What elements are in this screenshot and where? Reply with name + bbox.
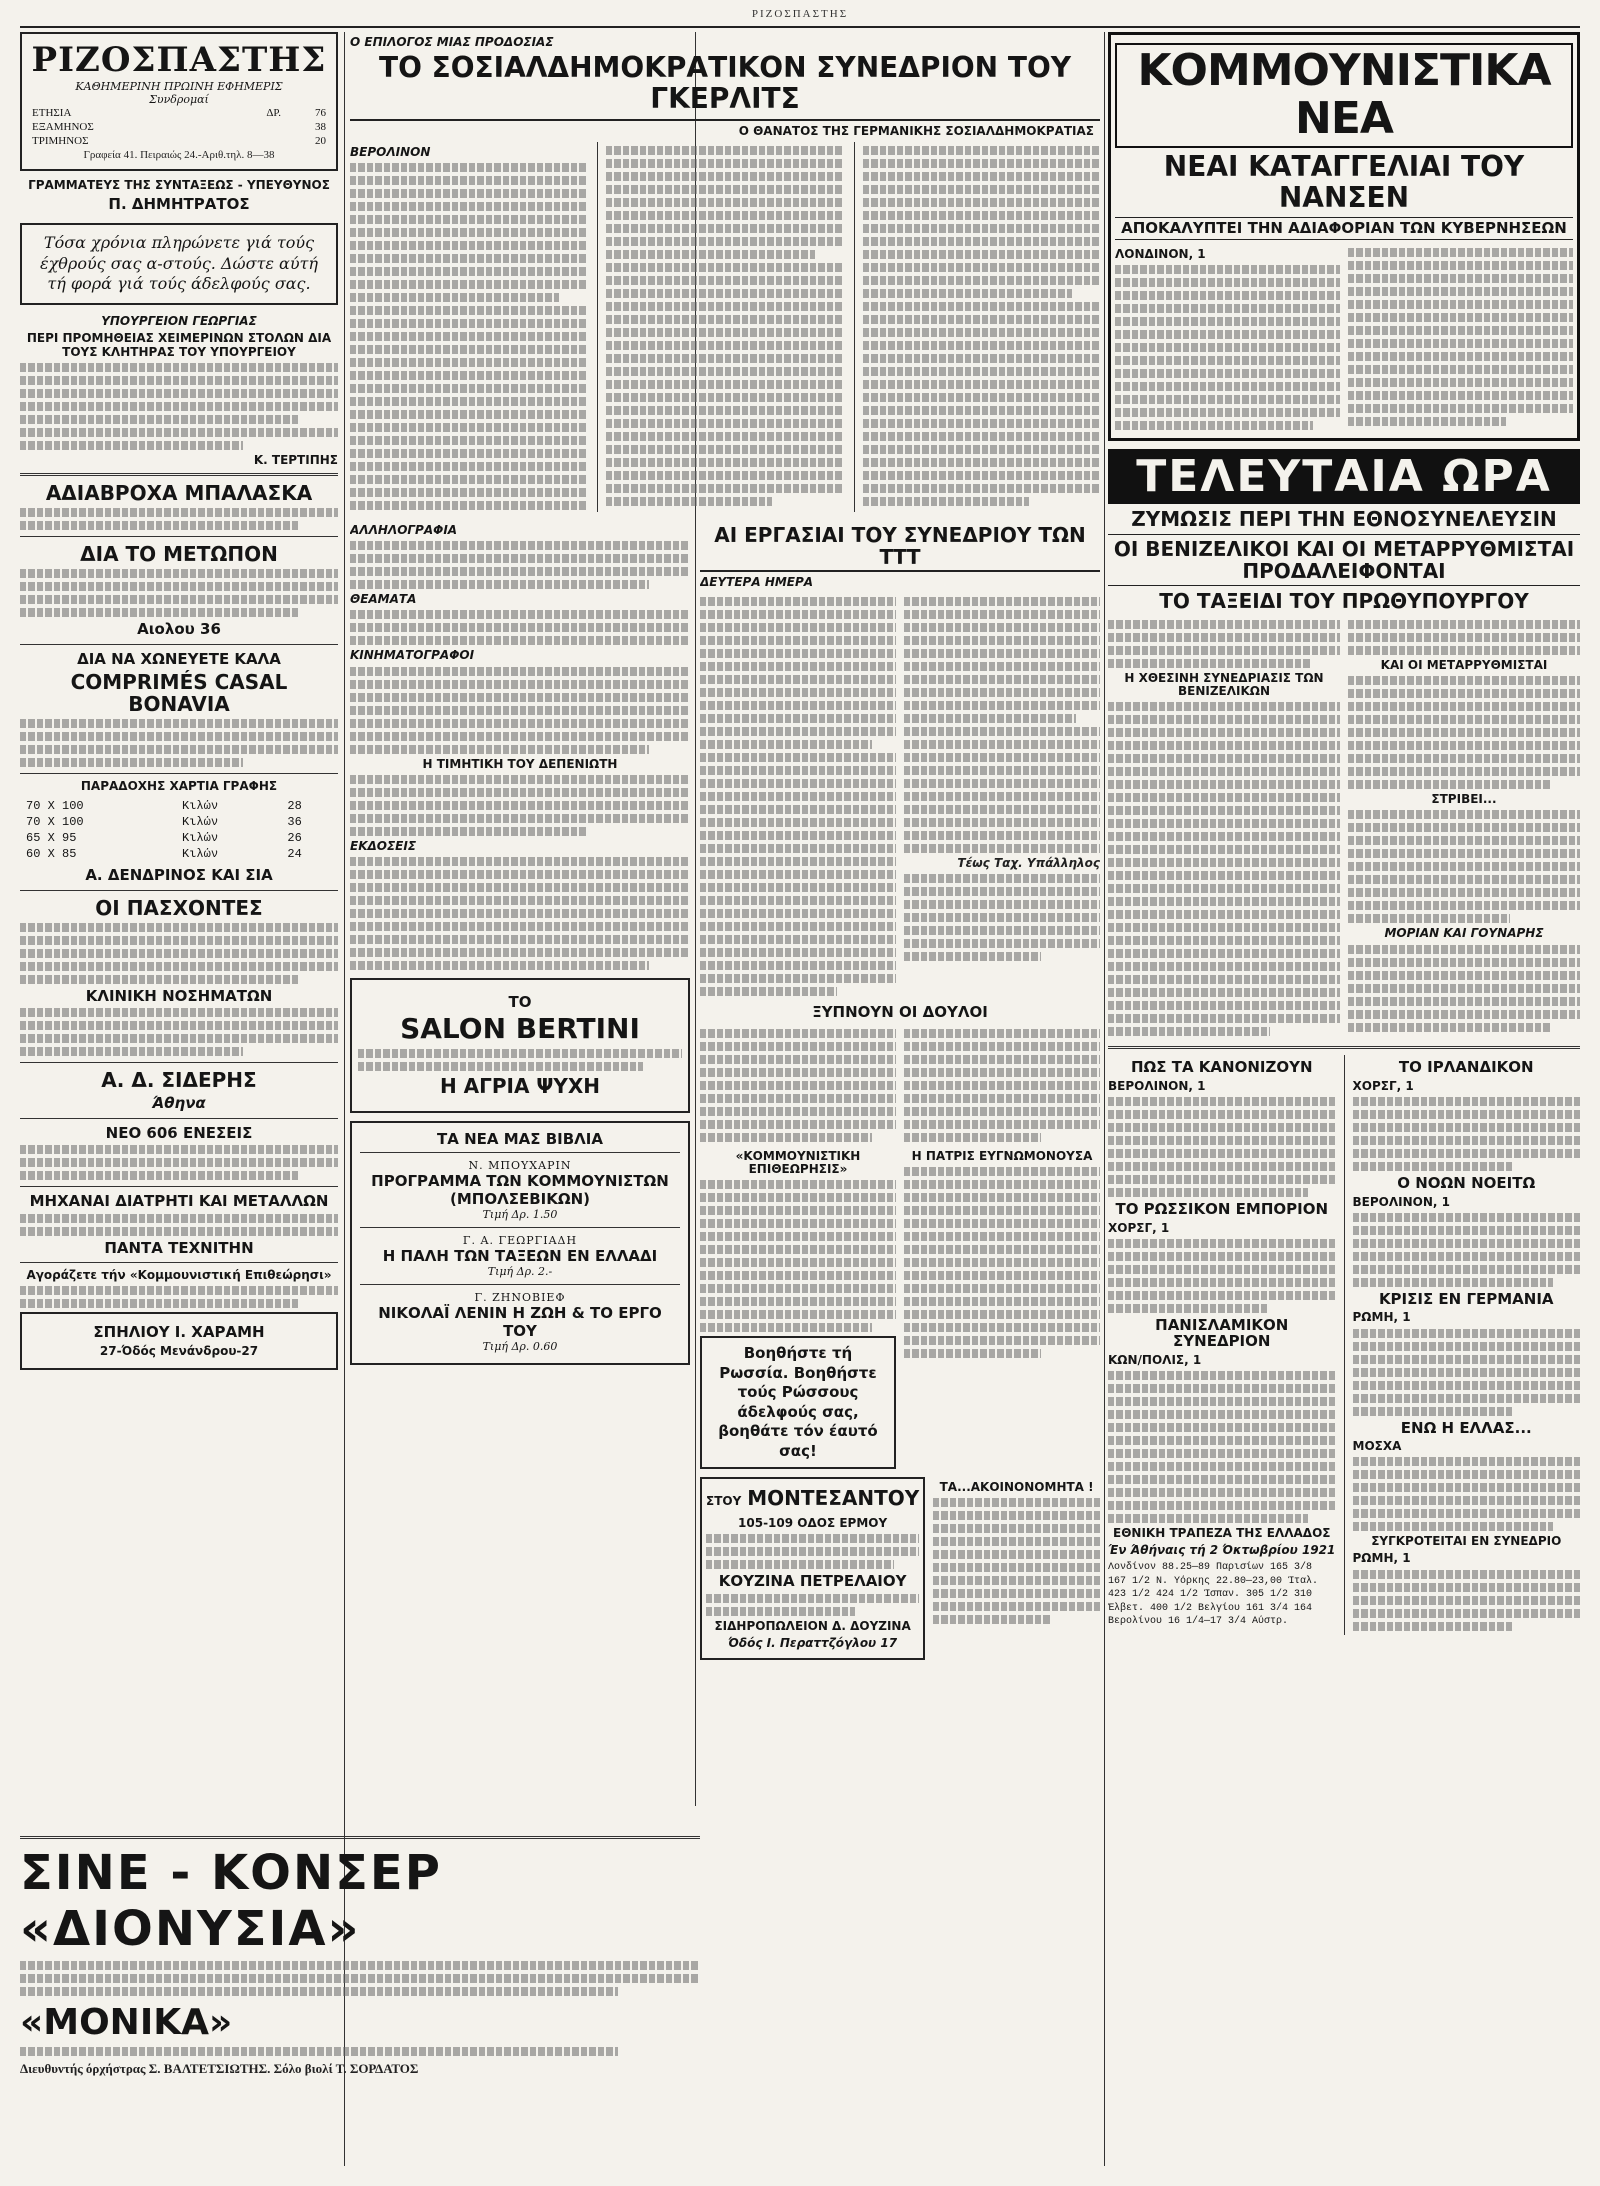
ad-body [20,719,338,767]
article-dateline: ΡΩΜΗ, 1 [1352,1551,1411,1566]
exchange-rate-line: Λονδίνον 88.25—89 Παρισίων 165 3/8 [1108,1562,1313,1574]
article-headline: ΠΩΣ ΤΑ ΚΑΝΟΝΙΖΟΥΝ [1130,1058,1313,1077]
article-headline: ΟΙ ΒΕΝΙΖΕΛΙΚΟΙ ΚΑΙ ΟΙ ΜΕΤΑΡΡΥΘΜΙΣΤΑΙ ΠΡΟΔΑΛΕΙΦΟΝΤΑΙ [1108,534,1580,586]
section-heading: ΘΕΑΜΑΤΑ [350,592,417,607]
article-headline: ΚΡΙΣΙΣ ΕΝ ΓΕΡΜΑΝΙΑ [1378,1289,1554,1308]
ministry-subheading: ΠΕΡΙ ΠΡΟΜΗΘΕΙΑΣ ΧΕΙΜΕΡΙΝΩΝ ΣΤΟΛΩΝ ΔΙΑ ΤΟΥΣ ΚΛΗΤΗΡΑΣ ΤΟΥ ΥΠΟΥΡΓΕΙΟΥ [26,331,332,359]
ad-body [20,508,338,530]
ad-headline: Αγοράζετε τήν «Κομμουνιστική Επιθεώρησι» [26,1268,332,1283]
books-heading: ΤΑ ΝΕΑ ΜΑΣ ΒΙΒΛΙΑ [437,1130,603,1149]
cinema-name: SALON BERTINI [400,1012,640,1046]
article-body [20,363,338,450]
column-2 [350,520,690,1796]
column-3 [700,520,1100,2166]
article-subheadline: ΔΕΥΤΕΡΑ ΗΜΕΡΑ [700,575,814,589]
ad-headline: ΔΙΑ ΤΟ ΜΕΤΩΠΟΝ [80,542,278,566]
ad-headline: ΜΗΧΑΝΑΙ ΔΙΑΤΡΗΤΙ ΚΑΙ ΜΕΤΑΛΛΩΝ [29,1192,329,1211]
ad-headline: ΝΕΟ 606 ΕΝΕΣΕΙΣ [105,1123,253,1142]
cinema-film: Η ΑΓΡΙΑ ΨΥΧΗ [439,1074,601,1099]
running-head: ΡΙΖΟΣΠΑΣΤΗΣ [751,8,849,20]
subscription-row: ΕΤΗΣΙΑ ΔΡ. 76 [32,107,326,119]
article-dateline: ΡΩΜΗ, 1 [1352,1310,1411,1325]
section-heading: ΑΛΛΗΛΟΓΡΑΦΙΑ [350,523,458,537]
secretary-label: ΓΡΑΜΜΑΤΕΥΣ ΤΗΣ ΣΥΝΤΑΞΕΩΣ - ΥΠΕΥΘΥΝΟΣ [28,178,330,193]
masthead [20,32,338,171]
ministry-signature: Κ. ΤΕΡΤΙΠΗΣ [253,452,338,467]
article-headline: ΤΟ ΤΑΞΕΙΔΙ ΤΟΥ ΠΡΩΘΥΠΟΥΡΓΟΥ [1159,589,1529,614]
section-heading: ΕΚΔΟΣΕΙΣ [350,838,417,853]
exchange-rate-line: 423 1/2 424 1/2 Ίσπαν. 305 1/2 310 [1108,1589,1313,1601]
ad-body [20,1008,338,1056]
shop-address: 105-109 ΟΔΟΣ ΕΡΜΟΥ [738,1516,888,1531]
article-signature: Τέως Ταχ. Υπάλληλος [957,856,1100,871]
section-heading: ΜΟΡΙΑΝ ΚΑΙ ΓΟΥΝΑΡΗΣ [1384,926,1544,941]
ad-body [20,569,338,617]
column-4 [1108,32,1580,2166]
ad-headline: ΟΙ ΠΑΣΧΟΝΤΕΣ [95,895,263,920]
article-dateline: ΚΩΝ/ΠΟΛΙΣ, 1 [1108,1352,1202,1367]
section-heading: Η ΧΘΕΣΙΝΗ ΣΥΝΕΔΡΙΑΣΙΣ ΤΩΝ ΒΕΝΙΖΕΛΙΚΩΝ [1124,671,1324,699]
stove-headline: ΚΟΥΖΙΝΑ ΠΕΤΡΕΛΑΙΟΥ [718,1572,907,1591]
article-headline: ΝΕΑΙ ΚΑΤΑΓΓΕΛΙΑΙ ΤΟΥ ΝΑΝΣΕΝ [1163,149,1525,214]
stove-address: Όδός Ι. Περαττζόγλου 17 [728,1635,898,1650]
ad-headline: Α. Δ. ΣΙΔΕΡΗΣ [101,1068,257,1093]
article-headline: Ο ΝΟΩΝ ΝΟΕΙΤΩ [1397,1174,1536,1193]
article-dateline: ΛΟΝΔΙΝΟΝ, 1 [1115,246,1206,261]
cinema-concert-credits: Διευθυντής όρχήστρας Σ. ΒΑΛΤΕΤΣΙΩΤΗΣ. Σόλο βιολί Τ. ΣΟΡΔΑΤΟΣ [20,2061,419,2076]
section-heading: ΚΑΙ ΟΙ ΜΕΤΑΡΡΥΘΜΙΣΤΑΙ [1380,658,1548,673]
article-headline: ΕΝΩ Η ΕΛΛΑΣ... [1400,1418,1532,1437]
article-headline: ΤΟ ΙΡΛΑΝΔΙΚΟΝ [1398,1058,1534,1077]
exchange-rate-line: 167 1/2 Ν. Υόρκης 22.80—23,00 Ίταλ. [1108,1575,1319,1587]
article-dateline: ΧΟΡΣΓ, 1 [1352,1078,1414,1093]
secretary-name: Π. ΔΗΜΗΤΡΑΤΟΣ [108,195,250,214]
appeal-notice: Τόσα χρόνια πληρώνετε γιά τούς έχθρούς σας α-στούς. Δώστε αύτή τή φορά γιά τούς άδελφούς σας. [20,223,338,305]
bank-date: Έν Άθήναις τή 2 Όκτωβρίου 1921 [1108,1543,1336,1558]
table-row: 70 Χ 100 Κιλών 36 [26,815,302,830]
article-headline: «ΚΟΜΜΟΥΝΙΣΤΙΚΗ ΕΠΙΘΕΩΡΗΣΙΣ» [735,1148,861,1176]
lead-column [597,142,843,512]
column-rule [1104,32,1105,2166]
ad-headline: ΔΙΑ ΝΑ ΧΩΝΕΥΕΤΕ ΚΑΛΑ [77,649,281,668]
paper-ad-title: ΠΑΡΑΔΟΧΗΣ ΧΑΡΤΙΑ ΓΡΑΦΗΣ [80,779,278,793]
article-headline: ΠΑΝΙΣΛΑΜΙΚΟΝ ΣΥΝΕΔΡΙΟΝ [1155,1315,1289,1351]
lead-article [350,32,1100,512]
article-headline: ΣΥΓΚΡΟΤΕΙΤΑΙ ΕΝ ΣΥΝΕΔΡΙΟ [1371,1534,1562,1549]
ad-body [20,923,338,984]
article-headline: ΑΙ ΕΡΓΑΣΙΑΙ ΤΟΥ ΣΥΝΕΔΡΙΟΥ ΤΩΝ ΤΤΤ [700,524,1100,572]
ad-body [20,1214,338,1236]
lead-column [350,142,587,512]
paper-ad-signature: Α. ΔΕΝΔΡΙΝΟΣ ΚΑΙ ΣΙΑ [85,866,273,885]
office-address: Γραφεία 41. Πειραιώς 24.-Αριθ.τηλ. 8—38 [83,149,275,161]
bank-heading: ΕΘΝΙΚΗ ΤΡΑΠΕΖΑ ΤΗΣ ΕΛΛΑΔΟΣ [1113,1526,1331,1540]
last-hour-banner: ΤΕΛΕΥΤΑΙΑ ΩΡΑ [1108,449,1580,504]
ad-headline: ΑΔΙΑΒΡΟΧΑ ΜΠΑΛΑΣΚΑ [45,481,313,505]
lead-columns [350,142,1100,512]
article-headline: ΖΥΜΩΣΙΣ ΠΕΡΙ ΤΗΝ ΕΘΝΟΣΥΝΕΛΕΥΣΙΝ [1131,507,1557,532]
masthead-title: ΡΙΖΟΣΠΑΣΤΗΣ [31,40,327,80]
article-dateline: ΒΕΡΟΛΙΝΟΝ, 1 [1108,1078,1206,1093]
book-item: Γ. ΖΗΝΟΒΙΕΦ ΝΙΚΟΛΑΪ ΛΕΝΙΝ Η ΖΩΗ & ΤΟ ΕΡΓΟ ΤΟΥ Τιμή Δρ. 0.60 [360,1284,680,1359]
subscription-row: ΕΞΑΜΗΝΟΣ 38 [32,121,326,133]
book-item: Γ. Α. ΓΕΩΡΓΙΑΔΗ Η ΠΑΛΗ ΤΩΝ ΤΑΞΕΩΝ ΕΝ ΕΛΛΑΔΙ Τιμή Δρ. 2.- [360,1227,680,1284]
russia-appeal: Βοηθήστε τή Ρωσσία. Βοηθήστε τούς Ρώσσους άδελφούς σας, βοηθάτε τόν έαυτό σας! [700,1336,896,1469]
shop-ad-pre: ΣΤΟΥ [706,1494,742,1509]
top-rule [20,26,1580,28]
article-dateline: ΒΕΡΟΛΙΝΟΝ, 1 [1352,1194,1450,1209]
stove-signature: ΣΙΔΗΡΟΠΩΛΕΙΟΝ Δ. ΔΟΥΖΙΝΑ [714,1618,911,1633]
article-headline: Η ΠΑΤΡΙΣ ΕΥΓΝΩΜΟΝΟΥΣΑ [911,1148,1093,1163]
shop-name: ΜΟΝΤΕΣΑΝΤΟΥ [747,1486,920,1511]
ad-body [20,1286,338,1308]
shop-ad [700,1477,925,1660]
cinema-concert-show: «ΜΟΝΙΚΑ» [20,2002,233,2043]
ministry-heading: ΥΠΟΥΡΓΕΙΟΝ ΓΕΩΡΓΙΑΣ [101,314,257,329]
lead-headline: ΤΟ ΣΟΣΙΑΛΔΗΜΟΚΡΑΤΙΚΟΝ ΣΥΝΕΔΡΙΟΝ ΤΟΥ ΓΚΕΡΛΙΤΣ [350,53,1100,121]
paper-price-table [20,797,338,863]
article-headline: ΤΟ ΡΩΣΣΙΚΟΝ ΕΜΠΟΡΙΟΝ [1115,1200,1329,1219]
article-subheadline: ΑΠΟΚΑΛΥΠΤΕΙ ΤΗΝ ΑΔΙΑΦΟΡΙΑΝ ΤΩΝ ΚΥΒΕΡΝΗΣΕΩΝ [1115,217,1573,240]
communist-news-box [1108,32,1580,441]
table-row: 65 Χ 95 Κιλών 26 [26,831,302,846]
ad-address: 27-Όδός Μενάνδρου-27 [99,1343,259,1358]
cinema-concert-ad [20,1830,700,2078]
exchange-rate-line: Έλβετ. 400 1/2 Βελγίου 161 3/4 164 [1108,1602,1313,1614]
lead-dateline: ΒΕΡΟΛΙΝΟΝ [350,144,431,159]
article-dateline: ΧΟΡΣΓ, 1 [1108,1220,1170,1235]
subscriptions-label: Συνδρομαί [149,93,209,106]
cinema-ad [350,978,690,1113]
ad-subheadline: Άθηνα [152,1094,206,1113]
masthead-subtitle: ΚΑΘΗΜΕΡΙΝΗ ΠΡΩΙΝΗ ΕΦΗΜΕΡΙΣ [75,80,283,93]
books-ad [350,1121,690,1365]
article-headline: ΤΑ...ΑΚΟΙΝΟΝΟΜΗΤΑ ! [939,1480,1094,1495]
section-heading: ΣΤΡΙΒΕΙ... [1431,792,1497,807]
ad-subheadline: ΠΑΝΤΑ ΤΕΧΝΙΤΗΝ [104,1238,254,1257]
article-dateline: ΜΟΣΧΑ [1352,1439,1402,1453]
table-row: 60 Χ 85 Κιλών 24 [26,847,302,862]
cinema-ad-pre: ΤΟ [508,992,532,1011]
table-row: 70 Χ 100 Κιλών 28 [26,799,302,814]
section-heading: ΚΙΝΗΜΑΤΟΓΡΑΦΟΙ [350,648,475,663]
lead-subheadline: Ο ΘΑΝΑΤΟΣ ΤΗΣ ΓΕΡΜΑΝΙΚΗΣ ΣΟΣΙΑΛΔΗΜΟΚΡΑΤΙΑΣ [738,123,1094,138]
exchange-rate-line: Βερολίνου 16 1/4—17 3/4 Αύστρ. [1108,1616,1289,1628]
ad-headline: ΚΛΙΝΙΚΗ ΝΟΣΗΜΑΤΩΝ [85,986,273,1005]
cinema-concert-title: ΣΙΝΕ - ΚΟΝΣΕΡ «ΔΙΟΝΥΣΙΑ» [20,1845,442,1957]
ad-body [20,1145,338,1180]
ad-product: COMPRIMÉS CASAL BONAVIA [70,670,288,716]
clinic-ad [20,1312,338,1370]
lead-column [854,142,1100,512]
section-heading: Η ΤΙΜΗΤΙΚΗ ΤΟΥ ΔΕΠΕΝΙΩΤΗ [422,756,618,771]
subscription-table [30,106,328,148]
book-item: Ν. ΜΠΟΥΧΑΡΙΝ ΠΡΟΓΡΑΜΜΑ ΤΩΝ ΚΟΜΜΟΥΝΙΣΤΩΝ (ΜΠΟΛΣΕΒΙΚΩΝ) Τιμή Δρ. 1.50 [360,1152,680,1227]
ad-signature: Αιολου 36 [137,620,221,638]
ad-headline: ΣΠΗΛΙΟΥ Ι. ΧΑΡΑΜΗ [93,1323,265,1342]
lead-kicker: Ο ΕΠΙΛΟΓΟΣ ΜΙΑΣ ΠΡΟΔΟΣΙΑΣ [350,35,554,49]
article-headline: ΞΥΠΝΟΥΝ ΟΙ ΔΟΥΛΟΙ [812,1003,988,1022]
subscription-row: ΤΡΙΜΗΝΟΣ 20 [32,135,326,147]
section-banner: ΚΟΜΜΟΥΝΙΣΤΙΚΑ ΝΕΑ [1115,43,1573,148]
